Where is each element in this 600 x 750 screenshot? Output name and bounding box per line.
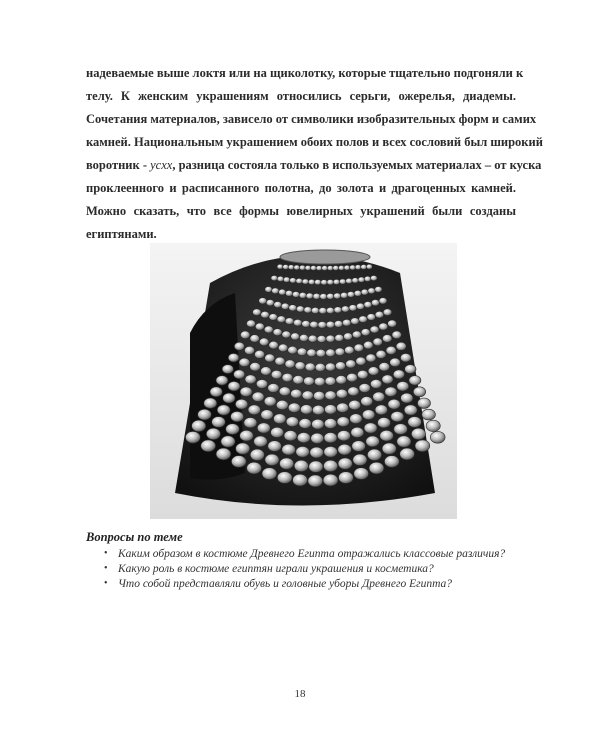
bead	[325, 405, 337, 415]
bead	[335, 334, 344, 341]
bead	[245, 375, 256, 384]
body-paragraph	[86, 62, 543, 246]
bead	[204, 398, 217, 408]
bead	[324, 433, 337, 443]
bead	[247, 462, 262, 474]
bead	[261, 410, 273, 420]
question-text: Что собой представляли обувь и головные уборы Древнего Египта?	[118, 578, 453, 590]
bead	[339, 279, 346, 284]
bead	[310, 321, 319, 328]
bead	[302, 391, 313, 400]
paragraph-line: надеваемые выше локтя или на щиколотку, которые тщательно подгоняли к	[86, 66, 524, 80]
bead	[361, 329, 370, 336]
bead	[262, 468, 277, 480]
bead	[314, 280, 321, 285]
bead	[294, 265, 300, 270]
bead	[367, 314, 376, 321]
bead	[299, 292, 306, 298]
bead	[222, 365, 233, 374]
bead	[318, 321, 327, 328]
bead	[299, 419, 311, 429]
bead	[226, 424, 240, 435]
bead	[317, 335, 326, 342]
bead	[323, 474, 338, 486]
bead	[268, 384, 279, 393]
bead	[370, 379, 381, 388]
bead	[273, 329, 282, 336]
wig-photo	[150, 243, 457, 519]
bead	[405, 365, 416, 374]
bead	[231, 456, 246, 468]
bead	[344, 333, 353, 340]
bead	[293, 319, 302, 326]
questions-title: Вопросы по теме	[86, 530, 183, 544]
bead	[375, 286, 382, 292]
bead	[234, 370, 245, 379]
bead	[380, 430, 394, 441]
bead	[239, 358, 250, 367]
bead	[299, 334, 308, 341]
bead	[288, 403, 300, 413]
bead	[384, 456, 399, 468]
bead	[235, 399, 247, 409]
bead	[324, 419, 336, 429]
bead	[418, 398, 431, 408]
bead	[308, 279, 315, 284]
bead	[368, 288, 375, 294]
bead	[250, 335, 260, 343]
bead	[201, 440, 216, 452]
bead	[397, 381, 409, 391]
bead	[335, 362, 345, 370]
bead	[306, 293, 313, 299]
bead	[269, 314, 278, 321]
bead	[319, 308, 327, 314]
paragraph-line: камней. Национальным украшением обоих полов и всех сословий был широкий	[86, 135, 543, 149]
bead	[284, 431, 297, 441]
bead	[325, 377, 336, 386]
bead	[228, 353, 239, 362]
bead	[277, 316, 286, 323]
bead	[279, 289, 286, 295]
bead	[338, 458, 352, 469]
bead	[282, 444, 296, 455]
bead	[252, 392, 264, 402]
bead	[296, 446, 310, 457]
bead	[354, 290, 361, 296]
bead	[293, 474, 308, 486]
bead	[337, 403, 349, 413]
bead	[386, 346, 396, 354]
bead	[352, 331, 361, 338]
question-text: Каким образом в костюме Древнего Египта отражались классовые различия?	[118, 548, 506, 560]
bead	[297, 433, 310, 443]
bead	[400, 353, 411, 362]
bead	[299, 265, 305, 270]
bead	[355, 265, 361, 270]
bead	[354, 344, 364, 352]
bead	[364, 301, 372, 307]
bead	[325, 391, 336, 400]
bead	[259, 298, 267, 304]
term-usekh: уcxх	[150, 158, 173, 172]
bead	[256, 379, 267, 388]
bead	[302, 279, 309, 284]
bead	[265, 454, 279, 465]
bead	[279, 387, 290, 396]
bead	[198, 409, 212, 420]
bead	[326, 307, 334, 313]
bead	[265, 354, 275, 362]
bead	[375, 311, 384, 318]
bead	[285, 360, 295, 368]
bead	[288, 265, 294, 270]
bead	[361, 289, 368, 295]
bead	[304, 377, 315, 386]
bead	[326, 335, 335, 342]
bead	[382, 443, 396, 454]
bead	[364, 276, 371, 281]
bead	[282, 373, 293, 382]
bead	[321, 280, 328, 285]
bead	[275, 357, 285, 365]
bead	[268, 441, 282, 452]
bead	[310, 447, 324, 458]
bead	[311, 433, 324, 443]
bead	[371, 300, 379, 306]
bead	[302, 321, 311, 328]
bead	[366, 354, 376, 362]
bead	[350, 414, 362, 424]
bead	[210, 387, 222, 397]
bead	[278, 344, 288, 352]
bead	[430, 431, 445, 443]
bead	[356, 357, 366, 365]
bead	[277, 276, 284, 281]
bead	[206, 428, 220, 439]
bead	[352, 278, 359, 283]
bead	[334, 293, 341, 299]
bead	[322, 266, 328, 271]
line-text: , разница состояла только в используемых материалах – от куска	[172, 158, 542, 172]
bead	[338, 444, 352, 455]
bead	[326, 349, 336, 357]
bead	[379, 323, 388, 330]
bead	[312, 419, 324, 429]
bead	[240, 331, 250, 339]
paragraph-line: Сочетания материалов, зависело от символики изобразительных форм и самих	[86, 112, 537, 126]
bead	[375, 405, 387, 415]
bead	[223, 393, 235, 403]
bead	[349, 400, 361, 410]
bead	[254, 436, 268, 447]
bead	[240, 387, 252, 397]
bead	[221, 436, 235, 447]
bead	[337, 431, 350, 441]
bead	[253, 309, 262, 316]
bead	[266, 300, 274, 306]
paragraph-line: проклеенного и расписанного полотна, до золота и драгоценных камней.	[86, 181, 516, 195]
bead	[315, 363, 325, 371]
bead	[327, 280, 334, 285]
bead	[383, 309, 392, 316]
bead	[370, 326, 379, 333]
bead	[340, 292, 347, 298]
bead	[259, 338, 269, 346]
bead	[359, 316, 368, 323]
bead	[316, 266, 322, 271]
bead	[296, 306, 304, 312]
bead	[404, 405, 417, 415]
bead	[337, 417, 349, 427]
bead	[366, 264, 372, 269]
bead	[186, 431, 201, 443]
bead	[378, 418, 391, 428]
bead	[358, 277, 365, 282]
bead	[346, 278, 353, 283]
bead	[326, 321, 335, 328]
bead	[382, 335, 392, 343]
bead	[261, 311, 270, 318]
paragraph-line: Можно сказать, что все формы ювелирных украшений были созданы	[86, 204, 516, 218]
bead	[265, 286, 272, 292]
bead	[291, 333, 300, 340]
bead	[339, 472, 354, 484]
bead	[297, 348, 307, 356]
bead	[388, 399, 400, 409]
bead	[359, 384, 370, 393]
bead	[336, 389, 347, 398]
bead	[313, 391, 324, 400]
bead	[304, 307, 312, 313]
bead	[396, 342, 406, 350]
bead	[370, 275, 377, 280]
bead	[313, 293, 320, 299]
bead	[411, 428, 425, 439]
bead	[277, 472, 292, 484]
bead	[281, 303, 289, 309]
bead	[257, 423, 270, 433]
bullet-icon: •	[104, 548, 108, 559]
bead	[312, 405, 324, 415]
bead	[347, 373, 358, 382]
bead	[289, 305, 297, 311]
bead	[345, 346, 355, 354]
bead	[261, 367, 272, 376]
bead	[334, 321, 343, 328]
bead	[244, 346, 254, 354]
bead	[393, 370, 404, 379]
bead	[280, 458, 294, 469]
bead	[247, 320, 256, 327]
bead	[274, 301, 282, 307]
bead	[408, 417, 422, 428]
bead	[401, 393, 413, 403]
bead	[333, 266, 339, 271]
line-text: воротник -	[86, 158, 147, 172]
bead	[283, 277, 290, 282]
page-number: 18	[294, 688, 306, 700]
bead	[307, 349, 317, 357]
bead	[356, 303, 364, 309]
bead	[397, 436, 411, 447]
bead	[335, 348, 345, 356]
bead	[334, 307, 342, 313]
bead	[376, 350, 386, 358]
bead	[240, 430, 254, 441]
bead	[347, 291, 354, 297]
crown-band	[280, 250, 370, 264]
paragraph-line: египтянами.	[86, 227, 157, 241]
bead	[272, 288, 279, 294]
bead	[391, 411, 404, 421]
bead	[333, 279, 340, 284]
bead	[264, 397, 276, 407]
bead	[336, 376, 347, 385]
bead	[293, 376, 304, 385]
bead	[310, 266, 316, 271]
bead	[216, 376, 228, 386]
bead	[390, 358, 401, 367]
bead	[292, 291, 299, 297]
bead	[295, 362, 305, 370]
bead	[373, 338, 383, 346]
questions-section	[86, 530, 526, 592]
bead	[300, 405, 312, 415]
bead	[352, 441, 366, 452]
bead	[276, 400, 288, 410]
bead	[382, 375, 393, 384]
bead	[271, 427, 284, 437]
question-text: Какую роль в костюме египтян играли украшения и косметика?	[118, 563, 434, 575]
bead	[341, 306, 349, 312]
bead	[236, 443, 250, 454]
question-item	[86, 562, 526, 576]
bead	[413, 387, 425, 397]
paragraph-line: телу. К женским украшениям относились серьги, ожерелья, диадемы.	[86, 89, 516, 103]
bead	[212, 417, 226, 428]
question-item	[86, 577, 526, 591]
bead	[364, 341, 374, 349]
bead	[255, 323, 264, 330]
bead	[394, 424, 408, 435]
bead	[228, 381, 240, 391]
question-item	[86, 547, 526, 561]
bead	[286, 417, 298, 427]
bead	[255, 350, 265, 358]
bead	[290, 278, 297, 283]
bead	[367, 449, 381, 460]
bead	[388, 320, 397, 327]
bead	[192, 420, 206, 431]
bead	[409, 376, 421, 386]
bead	[296, 278, 303, 283]
wig-illustration	[150, 243, 457, 519]
bead	[366, 436, 380, 447]
bead	[351, 318, 360, 325]
bead	[385, 387, 397, 397]
bead	[288, 346, 298, 354]
bead	[415, 440, 430, 452]
bead	[379, 363, 390, 372]
bead	[285, 318, 294, 325]
bead	[274, 414, 286, 424]
bead	[231, 411, 244, 421]
bead	[342, 319, 351, 326]
bead	[244, 418, 257, 428]
bead	[354, 468, 369, 480]
bead	[351, 427, 364, 437]
bead	[271, 370, 282, 379]
bead	[314, 377, 325, 386]
bead	[217, 405, 230, 415]
bead	[353, 454, 367, 465]
bead	[216, 448, 231, 460]
bead	[316, 349, 326, 357]
bead	[311, 307, 319, 313]
bead	[348, 387, 359, 396]
bead	[285, 290, 292, 296]
bead	[324, 446, 338, 457]
bead	[361, 265, 367, 270]
bead	[234, 342, 244, 350]
bead	[305, 363, 315, 371]
questions-list	[86, 547, 526, 591]
bead	[400, 448, 415, 460]
bead	[324, 460, 338, 471]
bead	[250, 363, 261, 372]
bead	[308, 475, 323, 487]
bead	[426, 420, 440, 431]
paragraph-line	[86, 154, 542, 177]
bead	[308, 335, 317, 342]
bead	[346, 360, 356, 368]
bead	[344, 265, 350, 270]
bullet-icon: •	[104, 578, 108, 589]
bead	[364, 423, 377, 433]
bead	[357, 370, 368, 379]
bead	[362, 410, 374, 420]
bead	[309, 461, 323, 472]
bead	[349, 305, 357, 311]
bead	[379, 298, 387, 304]
bead	[250, 449, 264, 460]
bead	[269, 341, 279, 349]
bead	[361, 397, 373, 407]
bead	[277, 264, 283, 269]
bullet-icon: •	[104, 563, 108, 574]
bead	[291, 389, 302, 398]
bead	[369, 462, 384, 474]
bead	[320, 294, 327, 300]
bead	[248, 405, 260, 415]
bead	[422, 409, 436, 420]
bead	[338, 265, 344, 270]
bead	[294, 460, 308, 471]
bead	[264, 326, 273, 333]
bead	[392, 331, 402, 339]
bead	[327, 293, 334, 299]
bead	[325, 363, 335, 371]
bead	[373, 392, 385, 402]
bead	[368, 367, 379, 376]
bead	[282, 331, 291, 338]
bead	[271, 275, 278, 280]
